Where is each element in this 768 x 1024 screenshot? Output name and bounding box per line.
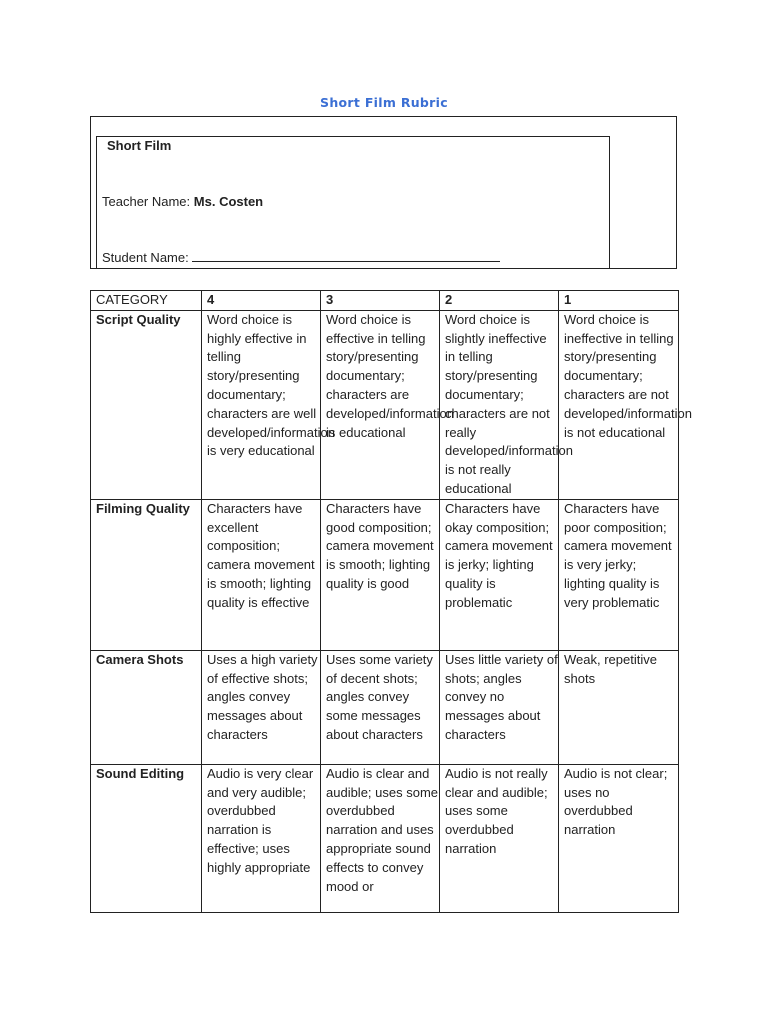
rubric-cell: Audio is very clear and very audible; overdubbed narration is effective; uses highly appropriate bbox=[202, 764, 321, 912]
row-category: Filming Quality bbox=[91, 499, 202, 650]
rubric-cell: Uses some variety of decent shots; angles convey some messages about characters bbox=[321, 650, 440, 764]
rubric-cell: Uses a high variety of effective shots; angles convey messages about characters bbox=[202, 650, 321, 764]
row-category: Script Quality bbox=[91, 310, 202, 499]
document-title: Short Film Rubric bbox=[320, 95, 448, 110]
rubric-cell: Word choice is slightly ineffective in telling story/presenting documentary; characters are not really developed/information is not really educational bbox=[440, 310, 559, 499]
rubric-cell: Word choice is highly effective in telling story/presenting documentary; characters are well developed/information is very educational bbox=[202, 310, 321, 499]
rubric-cell: Characters have poor composition; camera movement is very jerky; lighting quality is very problematic bbox=[559, 499, 679, 650]
teacher-label: Teacher Name: bbox=[102, 194, 191, 209]
rubric-cell: Uses little variety of shots; angles convey no messages about characters bbox=[440, 650, 559, 764]
student-label: Student Name: bbox=[102, 250, 189, 265]
teacher-row bbox=[102, 194, 263, 209]
rubric-cell: Word choice is effective in telling story/presenting documentary; characters are developed/information is educational bbox=[321, 310, 440, 499]
table-row bbox=[91, 310, 679, 499]
table-row bbox=[91, 764, 679, 912]
header-score-1: 1 bbox=[559, 291, 679, 311]
header-outer-box bbox=[90, 116, 677, 269]
header-info-box bbox=[96, 136, 610, 269]
header-score-4: 4 bbox=[202, 291, 321, 311]
rubric-cell: Audio is not clear; uses no overdubbed narration bbox=[559, 764, 679, 912]
row-category: Camera Shots bbox=[91, 650, 202, 764]
rubric-cell: Audio is clear and audible; uses some overdubbed narration and uses appropriate sound effects to convey mood or bbox=[321, 764, 440, 912]
rubric-cell: Audio is not really clear and audible; uses some overdubbed narration bbox=[440, 764, 559, 912]
rubric-cell: Word choice is ineffective in telling story/presenting documentary; characters are not developed/information is not educational bbox=[559, 310, 679, 499]
project-label: Short Film bbox=[107, 138, 172, 153]
rubric-cell: Weak, repetitive shots bbox=[559, 650, 679, 764]
rubric-cell: Characters have good composition; camera movement is smooth; lighting quality is good bbox=[321, 499, 440, 650]
rubric-cell: Characters have okay composition; camera movement is jerky; lighting quality is problematic bbox=[440, 499, 559, 650]
header-category: CATEGORY bbox=[91, 291, 202, 311]
teacher-name: Ms. Costen bbox=[193, 194, 264, 209]
rubric-header-row bbox=[91, 291, 679, 311]
rubric-table bbox=[90, 290, 692, 913]
student-name-blank[interactable] bbox=[192, 249, 500, 262]
header-score-2: 2 bbox=[440, 291, 559, 311]
student-row bbox=[102, 249, 500, 265]
rubric-cell: Characters have excellent composition; camera movement is smooth; lighting quality is effective bbox=[202, 499, 321, 650]
table-row bbox=[91, 650, 679, 764]
header-score-3: 3 bbox=[321, 291, 440, 311]
row-category: Sound Editing bbox=[91, 764, 202, 912]
table-row bbox=[91, 499, 679, 650]
